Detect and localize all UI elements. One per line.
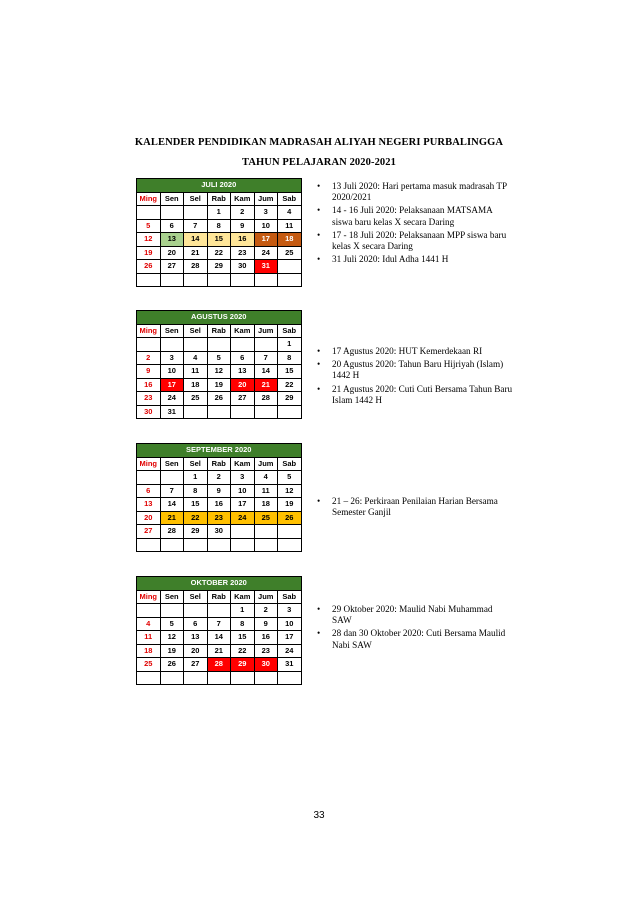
date-cell: 4 [184, 351, 208, 365]
day-header: Sab [278, 590, 302, 604]
date-cell: 25 [184, 392, 208, 406]
empty-cell [184, 405, 208, 419]
day-header: Kam [231, 324, 255, 338]
date-cell: 6 [160, 219, 184, 233]
date-cell: 1 [207, 206, 231, 220]
bullet-icon: • [317, 205, 321, 216]
date-cell: 10 [278, 617, 302, 631]
note-item [314, 384, 514, 406]
date-cell: 24 [254, 246, 278, 260]
date-cell: 2 [254, 604, 278, 618]
date-cell: 4 [254, 471, 278, 485]
date-cell: 17 [160, 378, 184, 392]
empty-cell [137, 671, 161, 685]
note-text: 20 Agustus 2020: Tahun Baru Hijriyah (Islam) 1442 H [332, 359, 504, 381]
day-header: Jum [254, 590, 278, 604]
day-header: Ming [137, 192, 161, 206]
empty-cell [254, 405, 278, 419]
empty-cell [207, 604, 231, 618]
empty-cell [278, 671, 302, 685]
date-cell: 28 [184, 260, 208, 274]
empty-cell [160, 273, 184, 287]
note-text: 13 Juli 2020: Hari pertama masuk madrasah TP 2020/2021 [332, 181, 507, 203]
date-cell: 28 [207, 658, 231, 672]
date-cell: 29 [184, 525, 208, 539]
day-header: Sel [184, 192, 208, 206]
date-cell: 6 [184, 617, 208, 631]
date-cell: 8 [278, 351, 302, 365]
date-cell: 8 [207, 219, 231, 233]
calendar-agustus [136, 310, 302, 419]
date-cell: 15 [184, 498, 208, 512]
empty-cell [278, 525, 302, 539]
date-cell: 18 [137, 644, 161, 658]
date-cell: 5 [160, 617, 184, 631]
date-cell: 15 [207, 233, 231, 247]
bullet-icon: • [317, 383, 321, 394]
date-cell: 24 [160, 392, 184, 406]
date-cell: 8 [231, 617, 255, 631]
date-cell: 14 [254, 365, 278, 379]
date-cell: 11 [254, 484, 278, 498]
empty-cell [137, 604, 161, 618]
day-header: Sab [278, 324, 302, 338]
month-header: AGUSTUS 2020 [137, 311, 302, 325]
bullet-icon: • [317, 254, 321, 265]
date-cell: 30 [207, 525, 231, 539]
note-text: 17 - 18 Juli 2020: Pelaksanaan MPP siswa baru kelas X secara Daring [332, 229, 507, 252]
date-cell: 28 [160, 525, 184, 539]
date-cell: 18 [184, 378, 208, 392]
day-header: Ming [137, 324, 161, 338]
date-cell: 12 [207, 365, 231, 379]
day-header: Kam [231, 457, 255, 471]
date-cell: 5 [137, 219, 161, 233]
date-cell: 18 [278, 233, 302, 247]
month-header: OKTOBER 2020 [137, 577, 302, 591]
bullet-icon: • [317, 229, 321, 240]
date-cell: 15 [231, 631, 255, 645]
date-cell: 24 [231, 511, 255, 525]
date-cell: 3 [278, 604, 302, 618]
empty-cell [207, 538, 231, 552]
date-cell: 1 [278, 338, 302, 352]
date-cell: 23 [231, 246, 255, 260]
date-cell: 7 [254, 351, 278, 365]
empty-cell [160, 538, 184, 552]
notes-oktober [314, 604, 514, 653]
date-cell: 22 [207, 246, 231, 260]
day-header: Kam [231, 590, 255, 604]
date-cell: 1 [231, 604, 255, 618]
calendar-juli [136, 178, 302, 287]
date-cell: 26 [207, 392, 231, 406]
empty-cell [207, 273, 231, 287]
date-cell: 27 [137, 525, 161, 539]
day-header: Sel [184, 457, 208, 471]
date-cell: 3 [254, 206, 278, 220]
empty-cell [231, 338, 255, 352]
date-cell: 2 [207, 471, 231, 485]
date-cell: 26 [160, 658, 184, 672]
date-cell: 3 [231, 471, 255, 485]
empty-cell [137, 338, 161, 352]
date-cell: 18 [254, 498, 278, 512]
day-header: Jum [254, 324, 278, 338]
day-header: Jum [254, 457, 278, 471]
empty-cell [231, 538, 255, 552]
empty-cell [184, 604, 208, 618]
empty-cell [160, 671, 184, 685]
month-header: SEPTEMBER 2020 [137, 444, 302, 458]
day-header: Rab [207, 324, 231, 338]
document-title: KALENDER PENDIDIKAN MADRASAH ALIYAH NEGERI PURBALINGGA [134, 137, 504, 148]
document-subtitle: TAHUN PELAJARAN 2020-2021 [242, 157, 396, 168]
date-cell: 1 [184, 471, 208, 485]
empty-cell [184, 273, 208, 287]
empty-cell [278, 273, 302, 287]
date-cell: 9 [254, 617, 278, 631]
date-cell: 26 [137, 260, 161, 274]
bullet-icon: • [317, 346, 321, 356]
date-cell: 6 [231, 351, 255, 365]
empty-cell [137, 471, 161, 485]
day-header: Jum [254, 192, 278, 206]
date-cell: 9 [231, 219, 255, 233]
empty-cell [160, 206, 184, 220]
date-cell: 27 [231, 392, 255, 406]
date-cell: 14 [184, 233, 208, 247]
date-cell: 21 [254, 378, 278, 392]
bullet-icon: • [317, 496, 321, 506]
empty-cell [254, 525, 278, 539]
date-cell: 21 [184, 246, 208, 260]
note-item [314, 254, 514, 265]
note-item [314, 181, 514, 203]
day-header: Sel [184, 324, 208, 338]
date-cell: 16 [231, 233, 255, 247]
empty-cell [254, 273, 278, 287]
date-cell: 29 [231, 658, 255, 672]
date-cell: 6 [137, 484, 161, 498]
date-cell: 29 [207, 260, 231, 274]
note-item [314, 359, 514, 381]
date-cell: 20 [137, 511, 161, 525]
date-cell: 4 [278, 206, 302, 220]
date-cell: 31 [278, 658, 302, 672]
date-cell: 22 [184, 511, 208, 525]
date-cell: 21 [207, 644, 231, 658]
empty-cell [184, 338, 208, 352]
date-cell: 15 [278, 365, 302, 379]
day-header: Kam [231, 192, 255, 206]
page-number: 33 [313, 810, 325, 821]
note-text: 28 dan 30 Oktober 2020: Cuti Bersama Maulid Nabi SAW [332, 628, 506, 650]
date-cell: 8 [184, 484, 208, 498]
empty-cell [231, 273, 255, 287]
note-item [314, 346, 514, 357]
date-cell: 25 [137, 658, 161, 672]
date-cell: 7 [207, 617, 231, 631]
date-cell: 19 [207, 378, 231, 392]
note-text: 21 Agustus 2020: Cuti Cuti Bersama Tahun Baru Islam 1442 H [332, 383, 513, 405]
date-cell: 14 [207, 631, 231, 645]
day-header: Rab [207, 590, 231, 604]
day-header: Sen [160, 324, 184, 338]
empty-cell [160, 604, 184, 618]
date-cell: 23 [254, 644, 278, 658]
date-cell: 27 [160, 260, 184, 274]
date-cell: 19 [278, 498, 302, 512]
date-cell: 17 [231, 498, 255, 512]
date-cell: 9 [137, 365, 161, 379]
date-cell: 13 [160, 233, 184, 247]
date-cell: 27 [184, 658, 208, 672]
bullet-icon: • [317, 359, 321, 370]
month-header: JULI 2020 [137, 179, 302, 193]
empty-cell [184, 206, 208, 220]
note-text: 31 Juli 2020: Idul Adha 1441 H [332, 254, 449, 265]
date-cell: 12 [160, 631, 184, 645]
empty-cell [278, 405, 302, 419]
note-item [314, 205, 514, 227]
date-cell: 10 [231, 484, 255, 498]
date-cell: 14 [160, 498, 184, 512]
bullet-icon: • [317, 604, 321, 614]
date-cell: 9 [207, 484, 231, 498]
date-cell: 10 [254, 219, 278, 233]
date-cell: 31 [254, 260, 278, 274]
date-cell: 23 [207, 511, 231, 525]
date-cell: 11 [184, 365, 208, 379]
empty-cell [184, 671, 208, 685]
empty-cell [207, 405, 231, 419]
date-cell: 11 [278, 219, 302, 233]
date-cell: 17 [278, 631, 302, 645]
date-cell: 16 [137, 378, 161, 392]
date-cell: 12 [278, 484, 302, 498]
empty-cell [137, 206, 161, 220]
bullet-icon: • [317, 181, 321, 191]
empty-cell [254, 338, 278, 352]
empty-cell [254, 538, 278, 552]
day-header: Sab [278, 457, 302, 471]
empty-cell [278, 260, 302, 274]
day-header: Sen [160, 590, 184, 604]
date-cell: 30 [231, 260, 255, 274]
note-text: 17 Agustus 2020: HUT Kemerdekaan RI [332, 346, 483, 356]
day-header: Sen [160, 457, 184, 471]
date-cell: 2 [231, 206, 255, 220]
date-cell: 20 [231, 378, 255, 392]
date-cell: 13 [137, 498, 161, 512]
day-header: Ming [137, 457, 161, 471]
note-item [314, 230, 514, 252]
date-cell: 16 [207, 498, 231, 512]
empty-cell [160, 338, 184, 352]
day-header: Rab [207, 457, 231, 471]
date-cell: 2 [137, 351, 161, 365]
date-cell: 17 [254, 233, 278, 247]
date-cell: 20 [160, 246, 184, 260]
calendar-september [136, 443, 302, 552]
empty-cell [207, 338, 231, 352]
day-header: Ming [137, 590, 161, 604]
bullet-icon: • [317, 628, 321, 639]
date-cell: 25 [254, 511, 278, 525]
date-cell: 19 [137, 246, 161, 260]
empty-cell [231, 525, 255, 539]
note-item [314, 496, 514, 518]
date-cell: 5 [278, 471, 302, 485]
date-cell: 21 [160, 511, 184, 525]
day-header: Sab [278, 192, 302, 206]
date-cell: 23 [137, 392, 161, 406]
note-text: 14 - 16 Juli 2020: Pelaksanaan MATSAMA siswa baru kelas X secara Daring [332, 205, 493, 227]
date-cell: 28 [254, 392, 278, 406]
date-cell: 10 [160, 365, 184, 379]
notes-agustus [314, 346, 514, 408]
note-item [314, 604, 514, 626]
date-cell: 7 [184, 219, 208, 233]
date-cell: 13 [184, 631, 208, 645]
date-cell: 19 [160, 644, 184, 658]
date-cell: 29 [278, 392, 302, 406]
date-cell: 4 [137, 617, 161, 631]
date-cell: 24 [278, 644, 302, 658]
day-header: Rab [207, 192, 231, 206]
date-cell: 16 [254, 631, 278, 645]
calendar-oktober [136, 576, 302, 685]
empty-cell [207, 671, 231, 685]
date-cell: 26 [278, 511, 302, 525]
date-cell: 30 [137, 405, 161, 419]
empty-cell [137, 273, 161, 287]
notes-juli [314, 181, 514, 267]
date-cell: 22 [231, 644, 255, 658]
day-header: Sen [160, 192, 184, 206]
date-cell: 11 [137, 631, 161, 645]
date-cell: 22 [278, 378, 302, 392]
empty-cell [184, 538, 208, 552]
date-cell: 3 [160, 351, 184, 365]
empty-cell [278, 538, 302, 552]
note-text: 21 – 26: Perkiraan Penilaian Harian Bersama Semester Ganjil [332, 496, 498, 518]
day-header: Sel [184, 590, 208, 604]
empty-cell [231, 671, 255, 685]
date-cell: 25 [278, 246, 302, 260]
note-item [314, 628, 514, 650]
date-cell: 20 [184, 644, 208, 658]
date-cell: 7 [160, 484, 184, 498]
empty-cell [160, 471, 184, 485]
notes-september [314, 496, 514, 520]
date-cell: 13 [231, 365, 255, 379]
date-cell: 30 [254, 658, 278, 672]
note-text: 29 Oktober 2020: Maulid Nabi Muhammad SAW [332, 604, 493, 626]
empty-cell [231, 405, 255, 419]
date-cell: 31 [160, 405, 184, 419]
date-cell: 5 [207, 351, 231, 365]
empty-cell [137, 538, 161, 552]
date-cell: 12 [137, 233, 161, 247]
empty-cell [254, 671, 278, 685]
